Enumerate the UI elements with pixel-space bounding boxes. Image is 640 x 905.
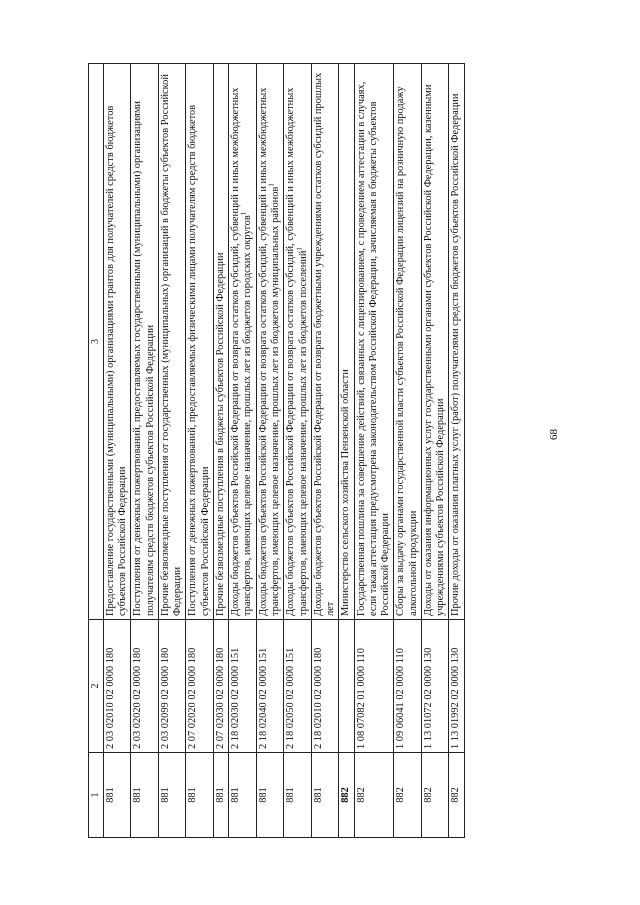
revenue-code-cell: 2 03 02010 02 0000 180 <box>103 620 131 753</box>
page-number: 68 <box>548 429 560 440</box>
header-col-3: 3 <box>89 64 104 620</box>
table-row <box>158 64 186 838</box>
revenue-code-cell: 2 18 02040 02 0000 151 <box>256 620 284 753</box>
table-row <box>354 64 394 838</box>
admin-code-cell: 882 <box>421 753 449 838</box>
revenue-name-text: Поступления от денежных пожертвований, предоставляемых физическими лицами получателям средств бюджетов субъектов Российской Федерации <box>187 104 211 616</box>
revenue-name-cell <box>394 64 422 620</box>
revenue-code-cell: 2 03 02020 02 0000 180 <box>131 620 159 753</box>
revenue-code-cell: 2 07 02030 02 0000 180 <box>213 620 228 753</box>
revenue-name-text: Сборы за выдачу органами государственной власти субъектов Российской Федерации лицензий на розничную продажу алкогольной продукции <box>395 86 419 616</box>
revenue-code-cell: 2 18 02010 02 0000 180 <box>311 620 339 753</box>
admin-code-cell: 882 <box>339 753 354 838</box>
revenue-name-text: Прочие безвозмездные поступления от государственных (муниципальных) организаций в бюджеты субъектов Российской Федерации <box>159 74 184 616</box>
table-row <box>229 64 257 838</box>
table-body <box>103 64 464 838</box>
revenue-code-cell: 1 08 07082 01 0000 110 <box>354 620 394 753</box>
table-row <box>103 64 131 838</box>
admin-code-cell: 881 <box>284 753 312 838</box>
revenue-name-text: Поступления от денежных пожертвований, предоставляемых государственными (муниципальными) организациями получателям средств бюджетов субъектов Российской Федерации <box>132 101 156 616</box>
header-row <box>89 64 104 838</box>
revenue-name-cell <box>449 64 464 620</box>
admin-code-cell: 881 <box>103 753 131 838</box>
revenue-name-text: Доходы бюджетов субъектов Российской Федерации от возврата бюджетными учреждениями остатков субсидий прошлых лет <box>312 72 337 616</box>
revenue-code-cell: 2 03 02099 02 0000 180 <box>158 620 186 753</box>
admin-code-cell: 881 <box>256 753 284 838</box>
admin-code-cell: 881 <box>158 753 186 838</box>
revenue-code-cell: 2 18 02050 02 0000 151 <box>284 620 312 753</box>
header-col-1: 1 <box>89 753 104 838</box>
table-row <box>449 64 464 838</box>
admin-code-cell: 881 <box>186 753 214 838</box>
revenue-name-cell <box>256 64 284 620</box>
header-col-2: 2 <box>89 620 104 753</box>
revenue-name-text: Прочие безвозмездные поступления в бюджеты субъектов Российской Федерации <box>214 252 226 616</box>
table-row <box>131 64 159 838</box>
table-row <box>186 64 214 838</box>
revenue-name-cell <box>339 64 354 620</box>
revenue-name-cell <box>354 64 394 620</box>
revenue-name-text: Доходы бюджетов субъектов Российской Федерации от возврата остатков субсидий, субвенций и иных межбюджетных трансфертов, имеющих целевое назначение, прошлых лет из бюджетов муниципальных районов <box>257 87 281 616</box>
admin-code-cell: 882 <box>354 753 394 838</box>
revenue-code-cell: 1 09 06041 02 0000 110 <box>394 620 422 753</box>
revenue-name-text: Доходы от оказания информационных услуг государственными органами субъектов Российской Федерации, казенными учреждениями субъектов Российской Федерации <box>422 84 447 616</box>
revenue-name-text: Доходы бюджетов субъектов Российской Федерации от возврата остатков субсидий, субвенций и иных межбюджетных трансфертов, имеющих целевое назначение, прошлых лет из бюджетов городских округов <box>230 87 254 616</box>
revenue-code-cell: 2 18 02030 02 0000 151 <box>229 620 257 753</box>
admin-code-cell: 881 <box>131 753 159 838</box>
revenue-code-cell: 1 13 01992 02 0000 130 <box>449 620 464 753</box>
revenue-code-cell <box>339 620 354 753</box>
revenue-name-cell <box>311 64 339 620</box>
revenue-name-cell <box>158 64 186 620</box>
revenue-name-text: Предоставление государственными (муниципальными) организациями грантов для получателей средств бюджетов субъектов Российской Федерации <box>104 105 129 616</box>
table-row <box>421 64 449 838</box>
revenue-name-text: Доходы бюджетов субъектов Российской Федерации от возврата остатков субсидий, субвенций и иных межбюджетных трансфертов, имеющих целевое назначение, прошлых лет из бюджетов поселений <box>285 87 309 616</box>
table-row <box>394 64 422 838</box>
revenue-name-cell <box>213 64 228 620</box>
revenue-name-cell <box>284 64 312 620</box>
table-row <box>256 64 284 838</box>
revenue-name-cell <box>186 64 214 620</box>
admin-code-cell: 882 <box>394 753 422 838</box>
revenue-name-cell <box>103 64 131 620</box>
admin-code-cell: 881 <box>311 753 339 838</box>
table-row <box>311 64 339 838</box>
revenue-name-cell <box>131 64 159 620</box>
admin-code-cell: 881 <box>213 753 228 838</box>
revenue-code-cell: 1 13 01072 02 0000 130 <box>421 620 449 753</box>
revenue-name-cell <box>229 64 257 620</box>
admin-code-cell: 881 <box>229 753 257 838</box>
revenue-name-text: Государственная пошлина за совершение действий, связанных с лицензированием, с проведением аттестации в случаях, если такая аттестация предусмотрена законодательством Российской Федерации, зачисляемая в бюджеты субъектов Российской Федерации <box>355 81 392 616</box>
footnote-marker: 1 <box>295 247 304 251</box>
table-row <box>213 64 228 838</box>
footnote-marker: 1 <box>267 183 276 187</box>
revenue-name-cell <box>421 64 449 620</box>
revenue-classification-table <box>88 63 465 838</box>
admin-code-cell: 882 <box>449 753 464 838</box>
table-row <box>284 64 312 838</box>
revenue-name-text: Министерство сельского хозяйства Пензенской области <box>340 369 352 616</box>
table-row <box>339 64 354 838</box>
rotated-table-container <box>88 63 540 838</box>
revenue-code-cell: 2 07 02020 02 0000 180 <box>186 620 214 753</box>
footnote-marker: 1 <box>239 211 248 216</box>
revenue-name-text: Прочие доходы от оказания платных услуг (работ) получателями средств бюджетов субъектов Российской Федерации <box>450 93 462 616</box>
